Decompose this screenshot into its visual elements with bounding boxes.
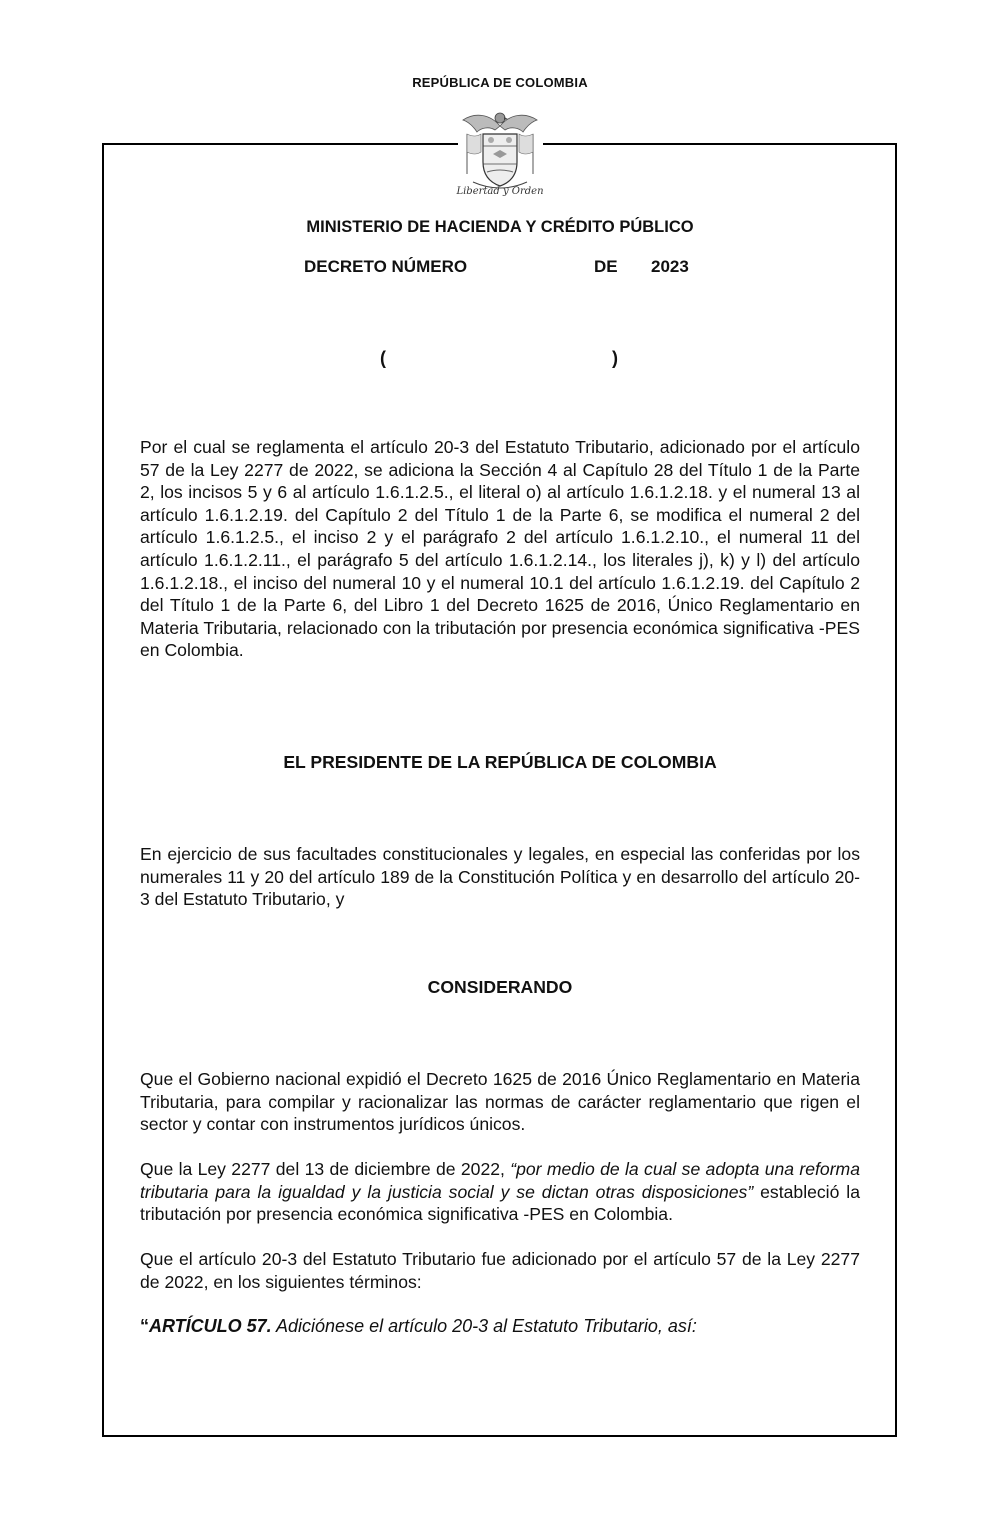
president-heading: EL PRESIDENTE DE LA REPÚBLICA DE COLOMBIA: [283, 752, 717, 772]
frame-border-left: [102, 143, 104, 1437]
law-title-quote: “por medio de la cual se adopta una reforma tributaria para la igualdad y la justicia social y se dictan otras disposiciones”: [140, 1159, 860, 1202]
c2-suffix: estableció la tributación por presencia económica significativa -PES en Colombia.: [140, 1181, 860, 1225]
frame-border-top-right: [543, 143, 897, 145]
decree-number-label: DECRETO NÚMERO: [304, 257, 468, 276]
frame-border-bottom: [102, 1435, 897, 1437]
considerando-paragraph-3: Que el artículo 20-3 del Estatuto Tributario fue adicionado por el artículo 57 de la Ley 2277 de 2022, en los siguientes términos:: [140, 1249, 860, 1292]
decree-de-label: DE: [594, 257, 618, 276]
frame-border-top-left: [102, 143, 458, 145]
article-open-quote: “: [140, 1316, 149, 1336]
article-title: ARTÍCULO 57.: [149, 1316, 272, 1336]
c2-prefix: Que la Ley 2277 del 13 de diciembre de 2022,: [140, 1159, 511, 1179]
national-motto: Libertad y Orden: [456, 186, 544, 197]
article-text: Adiciónese el artículo 20-3 al Estatuto Tributario, así:: [271, 1316, 697, 1336]
country-header: REPÚBLICA DE COLOMBIA: [412, 75, 588, 90]
considerando-paragraph-1: Que el Gobierno nacional expidió el Decreto 1625 de 2016 Único Reglamentario en Materia Tributaria, para compilar y racionalizar las normas de carácter reglamentario que rigen el sector y contar con instrumentos jurídicos únicos.: [140, 1069, 860, 1135]
decree-date-paren-close: ): [612, 348, 618, 368]
article-57-line: [140, 1316, 860, 1337]
considerando-heading: CONSIDERANDO: [427, 977, 573, 997]
ministry-title: MINISTERIO DE HACIENDA Y CRÉDITO PÚBLICO: [306, 218, 694, 236]
decree-epigraph: Por el cual se reglamenta el artículo 20-3 del Estatuto Tributario, adicionado por el artículo 57 de la Ley 2277 de 2022, se adiciona la Sección 4 al Capítulo 28 del Título 1 de la Parte 2, los incisos 5 y 6 al artículo 1.6.1.2.5., el literal o) al artículo 1.6.1.2.18. y el numeral 13 al artículo 1.6.1.2.19. del Capítulo 2 del Título 1 de la Parte 6, se modifica el numeral 2 del artículo 1.6.1.2.5., el inciso 2 y el parágrafo 2 del artículo 1.6.1.2.10., el numeral 11 del artículo 1.6.1.2.11., el parágrafo 5 del artículo 1.6.1.2.14., los literales j), k) y l) del artículo 1.6.1.2.18., el inciso del numeral 10 y el numeral 10.1 del artículo 1.6.1.2.19. del Capítulo 2 del Título 1 de la Parte 6, del Libro 1 del Decreto 1625 de 2016, Único Reglamentario en Materia Tributaria, relacionado con la tributación por presencia económica significativa -PES en Colombia.: [140, 437, 860, 661]
frame-border-right: [895, 143, 897, 1437]
facultades-paragraph: En ejercicio de sus facultades constitucionales y legales, en especial las conferidas por los numerales 11 y 20 del artículo 189 de la Constitución Política y en desarrollo del artículo 20-3 del Estatuto Tributario, y: [140, 844, 860, 910]
considerando-paragraph-2: [140, 1158, 860, 1226]
decree-date-paren-open: (: [380, 348, 386, 368]
decree-year: 2023: [651, 257, 689, 276]
